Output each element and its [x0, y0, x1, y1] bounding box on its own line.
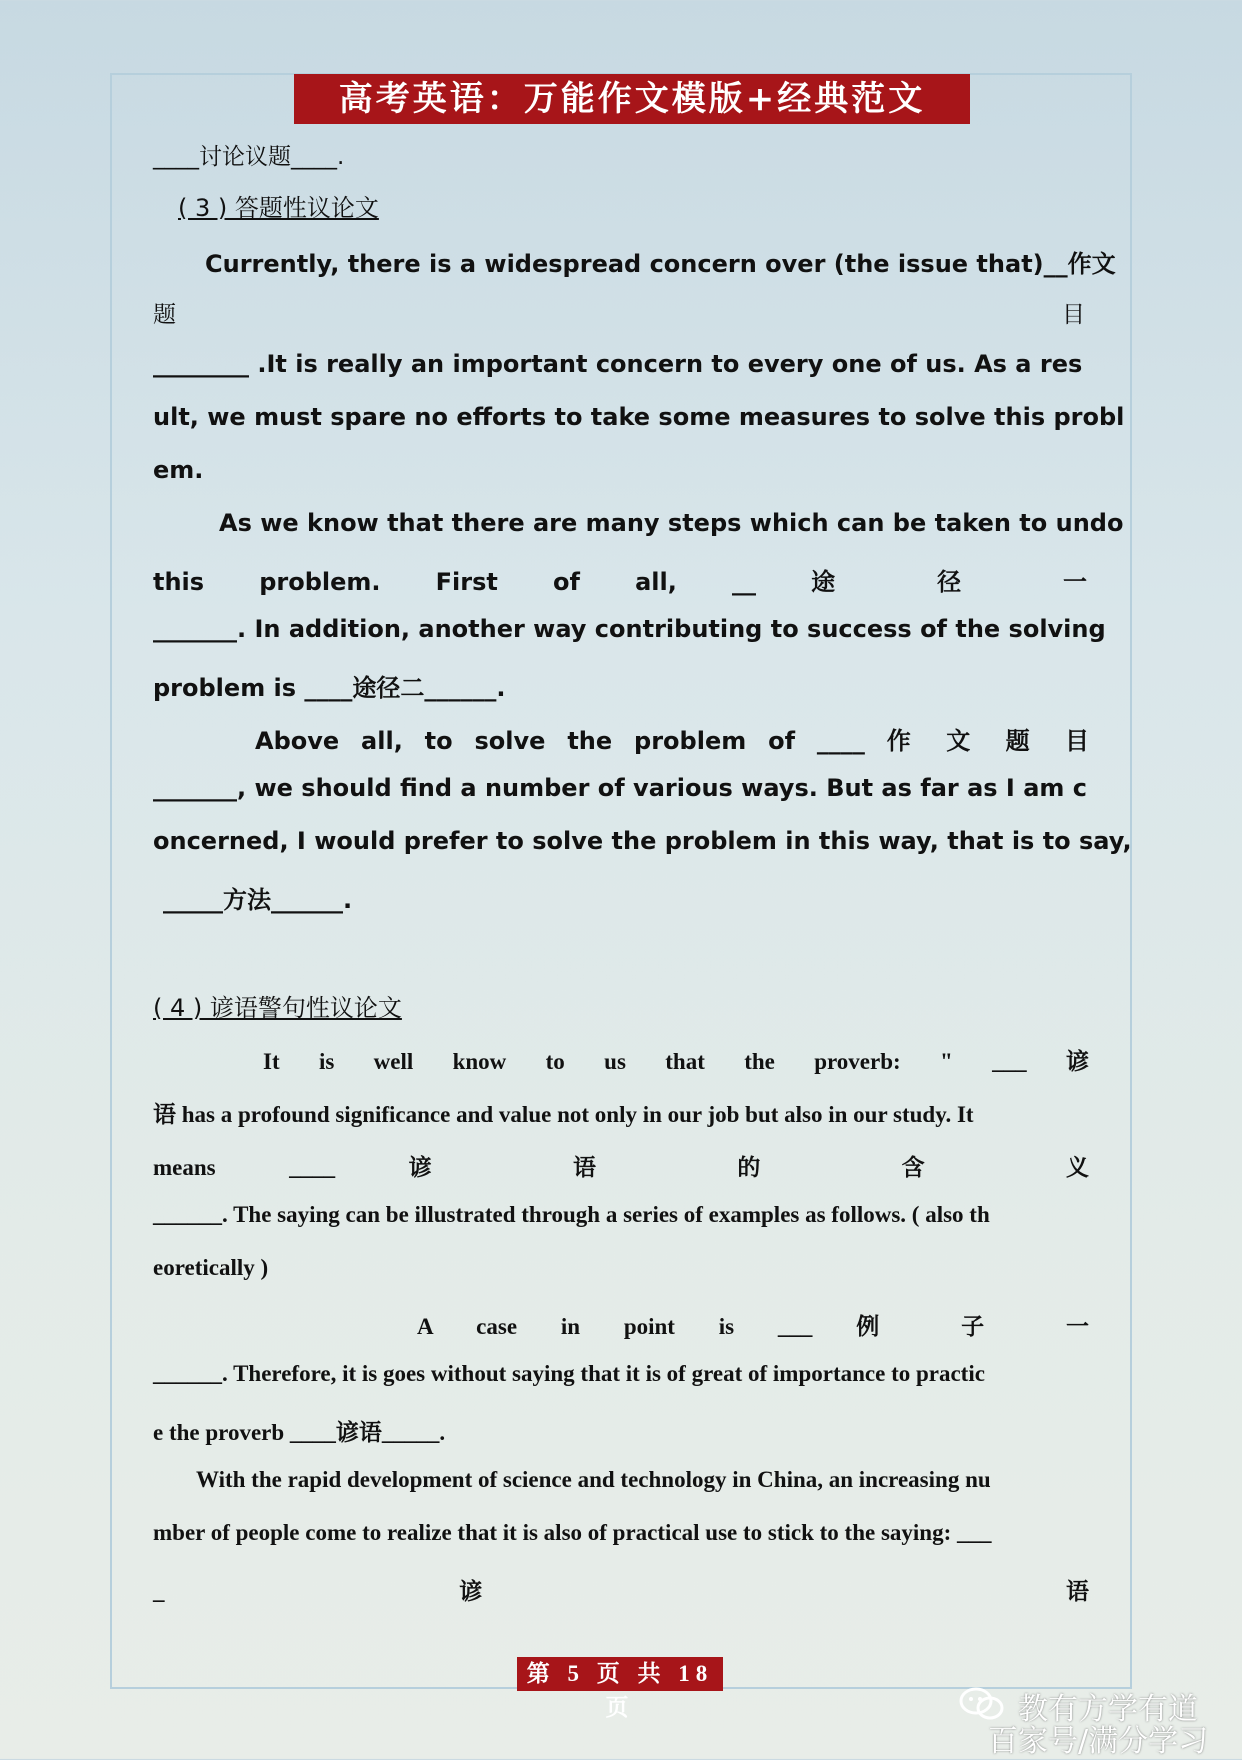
text-line: Above all, to solve the problem of ____ 作 文 题 目 — [255, 727, 1089, 755]
page-number: 第 5 页 共 18 页 — [517, 1657, 723, 1691]
watermark-line1: 教有方学有道 — [1018, 1692, 1198, 1727]
text-line: problem is ____途径二______. — [153, 674, 506, 702]
topic-line: ____讨论议题____. — [153, 144, 345, 170]
text-line: Currently, there is a widespread concern over (the issue that)__作文 — [205, 250, 1116, 278]
text-line: this problem. First of all, __ 途 径 一 — [153, 568, 1087, 596]
text-line: ______. Therefore, it is goes without saying that it is of great of importance to practic — [153, 1361, 985, 1386]
text-line: _______, we should find a number of various ways. But as far as I am c — [153, 774, 1087, 802]
text-line: A case in point is ___ 例 子 一 — [417, 1314, 1089, 1339]
text-line: em. — [153, 456, 204, 484]
section-heading-4: ( 4 ) 谚语警句性议论文 — [153, 994, 402, 1022]
text-line: mber of people come to realize that it is also of practical use to stick to the saying: ___ — [153, 1520, 992, 1545]
text-line: eoretically ) — [153, 1255, 269, 1280]
text-line: _____方法______. — [163, 886, 353, 914]
text-line: e the proverb ____谚语_____. — [153, 1420, 446, 1445]
text-line: _______. In addition, another way contributing to success of the solving — [153, 615, 1106, 643]
text-line: As we know that there are many steps which can be taken to undo — [219, 509, 1124, 537]
page-title: 高考英语：万能作文模版+经典范文 — [294, 74, 970, 124]
text-line: _ 谚 语 — [153, 1579, 1089, 1604]
text-line: ________ .It is really an important concern to every one of us. As a res — [153, 350, 1083, 378]
text-line: 题 目 — [153, 302, 1085, 328]
section-heading-3: ( 3 ) 答题性议论文 — [178, 194, 379, 222]
text-line: 语 has a profound significance and value not only in our job but also in our study. It — [153, 1102, 974, 1127]
text-line: ______. The saying can be illustrated through a series of examples as follows. ( also th — [153, 1202, 990, 1227]
text-line: It is well know to us that the proverb: " ___ 谚 — [263, 1049, 1089, 1074]
text-line: means ____ 谚 语 的 含 义 — [153, 1155, 1089, 1180]
text-line: With the rapid development of science and technology in China, an increasing nu — [196, 1467, 991, 1492]
watermark — [958, 1680, 1228, 1759]
text-line: ult, we must spare no efforts to take some measures to solve this probl — [153, 403, 1125, 431]
text-line: oncerned, I would prefer to solve the problem in this way, that is to say, — [153, 827, 1132, 855]
watermark-line2: 百家号/满分学习 — [988, 1724, 1209, 1759]
